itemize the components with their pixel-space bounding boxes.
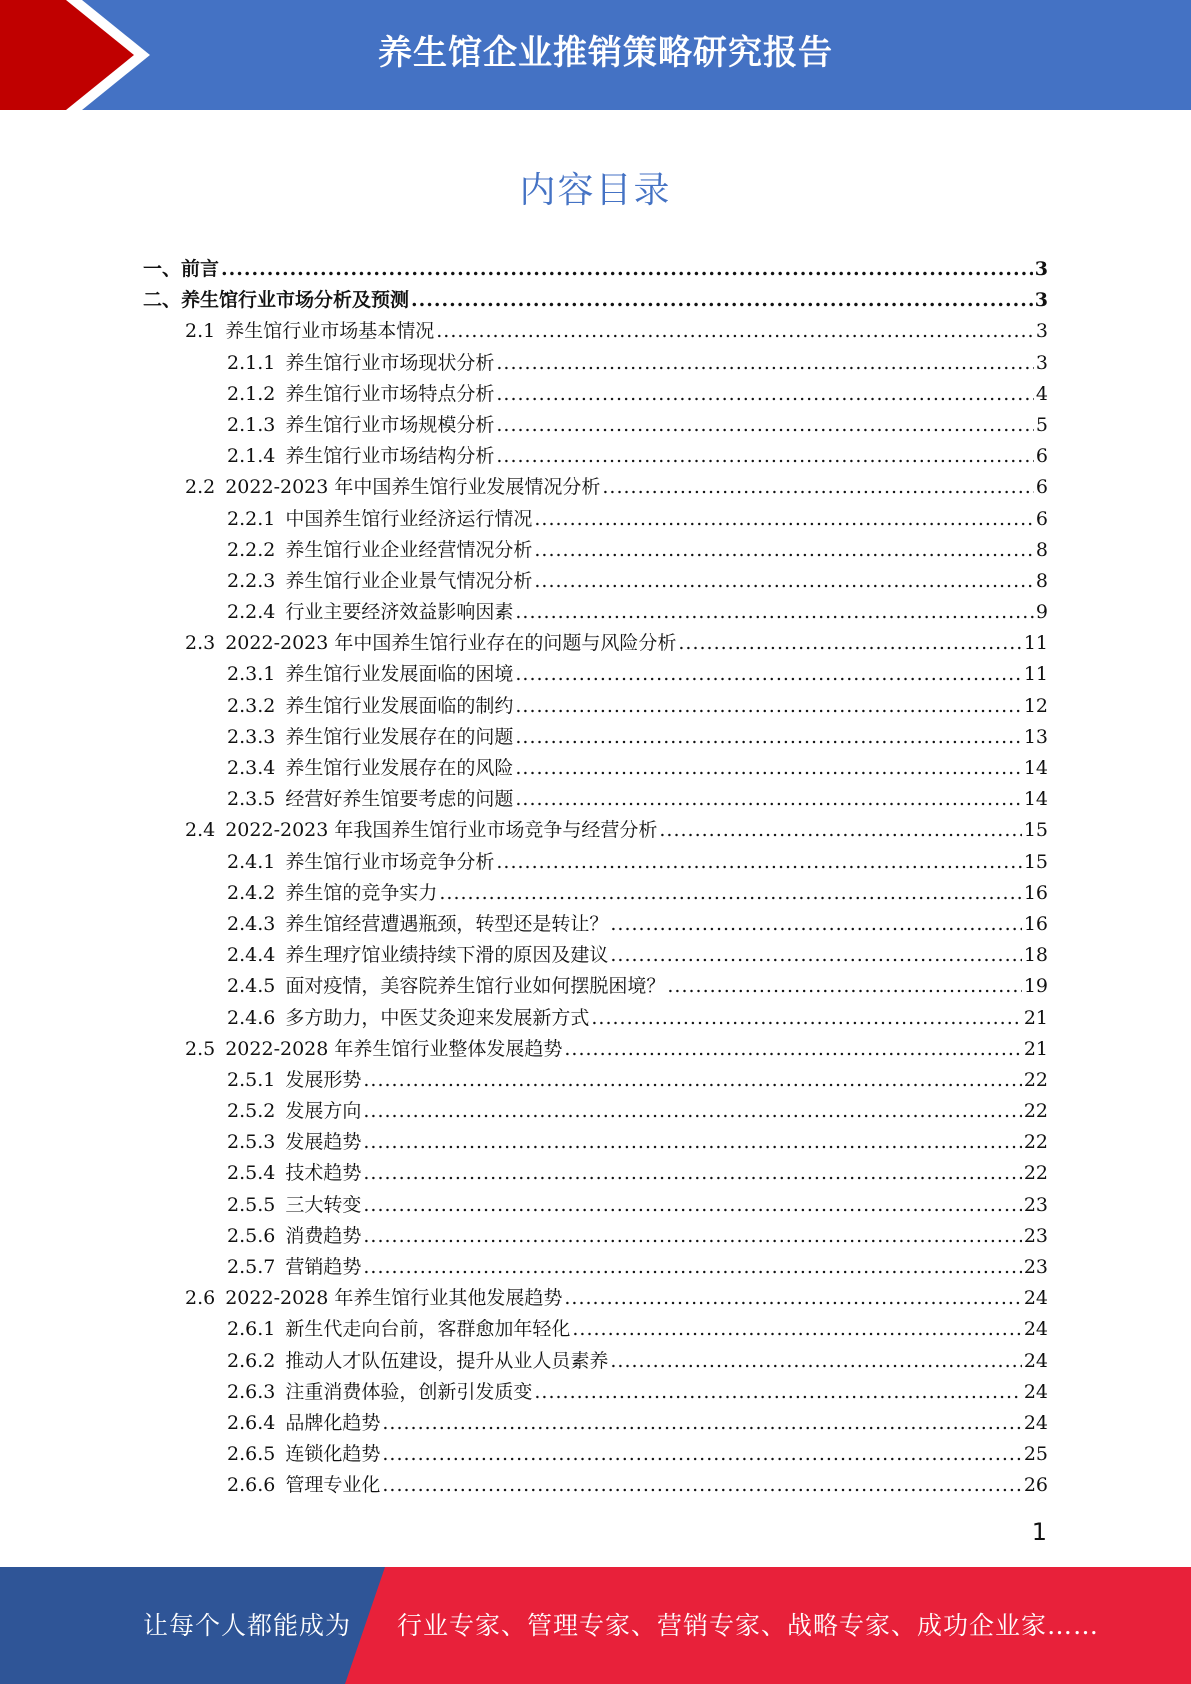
toc-entry-page: 24: [1023, 1318, 1048, 1341]
toc-entry-page: 22: [1023, 1131, 1048, 1154]
toc-entry[interactable]: [143, 504, 1048, 535]
toc-entry-page: 14: [1023, 788, 1048, 811]
toc-entry-title: 多方助力，中医艾灸迎来发展新方式: [285, 1006, 590, 1029]
toc-entry-title: 技术趋势: [285, 1162, 362, 1185]
toc-entry[interactable]: [143, 1439, 1048, 1470]
toc-entry-title: 中国养生馆行业经济运行情况: [285, 507, 533, 530]
toc-entry[interactable]: [143, 1346, 1048, 1377]
toc-entry-page: 23: [1023, 1256, 1048, 1278]
toc-dot-leader: [363, 1127, 1021, 1158]
toc-entry-title: 养生馆行业企业经营情况分析: [285, 538, 533, 561]
toc-entry-page: 6: [1035, 476, 1048, 499]
toc-entry-number: 2.4.6: [227, 1006, 276, 1029]
toc-entry-page: 15: [1023, 819, 1048, 842]
toc-entry-number: 2.2.2: [227, 538, 276, 561]
page-number: 1: [1031, 1518, 1047, 1546]
toc-entry-page: 3: [1035, 351, 1048, 374]
toc-dot-leader: [678, 628, 1021, 659]
report-title: 养生馆企业推销策略研究报告: [378, 33, 833, 73]
footer-band: [0, 1567, 1191, 1684]
toc-entry-title: 养生馆行业市场规模分析: [285, 413, 495, 436]
toc-entry-title: 经营好养生馆要考虑的问题: [285, 788, 514, 811]
toc-entry-number: 2.4.4: [227, 944, 276, 967]
toc-dot-leader: [496, 441, 1034, 472]
toc-dot-leader: [534, 566, 1034, 597]
toc-entry-title: 养生馆行业发展存在的问题: [285, 725, 514, 748]
toc-entry-page: 12: [1023, 694, 1048, 717]
toc-entry-number: 2.5.5: [227, 1193, 276, 1216]
toc-entry-number: 2.1.1: [227, 351, 276, 374]
toc-dot-leader: [221, 254, 1033, 285]
toc-entry-number: 2.2.1: [227, 507, 276, 530]
toc-entry-title: 连锁化趋势: [285, 1443, 381, 1466]
toc-entry-number: 2.6.5: [227, 1443, 276, 1466]
toc-entry-page: 23: [1023, 1224, 1048, 1247]
toc-entry[interactable]: [143, 1003, 1048, 1034]
toc-entry-page: 3: [1034, 258, 1048, 280]
toc-entry-number: 2.4: [185, 819, 216, 842]
toc-entry-page: 19: [1023, 975, 1048, 998]
toc-entry-number: 2.1.3: [227, 413, 276, 436]
toc-entry-title: 养生馆行业市场特点分析: [285, 382, 495, 405]
toc-dot-leader: [534, 535, 1034, 566]
toc-entry-title: 养生馆的竞争实力: [285, 881, 438, 904]
toc-entry-title: 面对疫情，美容院养生馆行业如何摆脱困境？: [285, 975, 666, 998]
toc-entry-title: 养生馆行业市场基本情况: [225, 320, 435, 343]
toc-entry[interactable]: [143, 1470, 1048, 1501]
toc-entry-number: 2.2.3: [227, 569, 276, 592]
toc-entry-title: 养生馆行业市场现状分析: [285, 351, 495, 374]
toc-entry[interactable]: [143, 909, 1048, 940]
toc-entry-page: 22: [1023, 1162, 1048, 1185]
toc-entry-page: 24: [1023, 1380, 1048, 1403]
toc-dot-leader: [602, 472, 1034, 503]
toc-entry-title: 发展趋势: [285, 1131, 362, 1154]
toc-entry[interactable]: [143, 285, 1048, 316]
toc-entry-page: 6: [1035, 507, 1048, 530]
toc-dot-leader: [363, 1190, 1021, 1221]
toc-entry-page: 3: [1035, 320, 1048, 343]
toc-entry-title: 注重消费体验，创新引发质变: [285, 1380, 533, 1403]
toc-dot-leader: [363, 1065, 1021, 1096]
toc-entry-number: 2.4.2: [227, 881, 276, 904]
toc-dot-leader: [515, 722, 1021, 753]
toc-dot-leader: [382, 1470, 1021, 1501]
toc-dot-leader: [436, 316, 1034, 347]
toc-entry-title: 推动人才队伍建设，提升从业人员素养: [285, 1349, 609, 1372]
toc-entry-title: 新生代走向台前，客群愈加年轻化: [285, 1318, 571, 1341]
toc-entry-page: 16: [1023, 881, 1048, 904]
toc-entry-title: 2022-2023 年中国养生馆行业发展情况分析: [225, 476, 601, 499]
toc-entry[interactable]: [143, 815, 1048, 846]
toc-entry-page: 5: [1035, 413, 1048, 436]
toc-entry-page: 21: [1023, 1006, 1048, 1029]
toc-entry-number: 2.1.2: [227, 382, 276, 405]
toc-entry-title: 养生馆行业发展存在的风险: [285, 757, 514, 779]
toc-dot-leader: [515, 659, 1021, 690]
toc-dot-leader: [564, 1034, 1021, 1065]
toc-entry-number: 2.5: [185, 1037, 216, 1060]
toc-entry-title: 养生馆行业发展面临的制约: [285, 694, 514, 717]
toc-entry-title: 2022-2028 年养生馆行业整体发展趋势: [225, 1037, 563, 1060]
toc-entry-page: 25: [1023, 1443, 1048, 1466]
toc-entry-title: 发展方向: [285, 1100, 362, 1123]
toc-entry-page: 6: [1035, 445, 1048, 468]
toc-entry-number: 2.6: [185, 1287, 216, 1310]
toc-entry[interactable]: [143, 316, 1048, 347]
toc-entry-number: 2.5.4: [227, 1162, 276, 1185]
toc-dot-leader: [610, 1346, 1021, 1377]
toc-entry-page: 18: [1023, 944, 1048, 967]
toc-dot-leader: [515, 597, 1034, 628]
toc-entry[interactable]: [143, 535, 1048, 566]
toc-entry-title: 养生馆行业市场结构分析: [285, 445, 495, 468]
toc-entry[interactable]: [143, 1408, 1048, 1439]
toc-entry-number: 2.6.3: [227, 1380, 276, 1403]
toc-entry-number: 2.1.4: [227, 445, 276, 468]
toc-entry-page: 3: [1034, 289, 1048, 312]
toc-entry-page: 9: [1035, 601, 1048, 624]
toc-entry-title: 发展形势: [285, 1068, 362, 1091]
toc-dot-leader: [496, 348, 1034, 379]
toc-entry[interactable]: [143, 1314, 1048, 1345]
header-band: [0, 0, 1191, 110]
toc-entry-page: 16: [1023, 912, 1048, 935]
toc-dot-leader: [363, 1096, 1021, 1127]
footer-slogan-right: 行业专家、管理专家、营销专家、战略专家、成功企业家……: [397, 1611, 1100, 1640]
toc-entry[interactable]: [143, 971, 1048, 1002]
toc-entry-number: 2.3.2: [227, 694, 276, 717]
toc-dot-leader: [515, 691, 1021, 722]
toc-entry[interactable]: [143, 1096, 1048, 1127]
toc-entry-title: 养生馆经营遭遇瓶颈，转型还是转让？: [285, 912, 609, 935]
table-of-contents: [143, 254, 1048, 1502]
toc-entry-page: 8: [1035, 569, 1048, 592]
toc-entry[interactable]: [143, 1221, 1048, 1252]
toc-entry-title: 养生馆行业发展面临的困境: [285, 663, 514, 686]
toc-entry[interactable]: [143, 472, 1048, 503]
toc-entry[interactable]: [143, 628, 1048, 659]
toc-dot-leader: [363, 1221, 1021, 1252]
toc-entry[interactable]: [143, 566, 1048, 597]
toc-dot-leader: [382, 1439, 1021, 1470]
toc-dot-leader: [572, 1314, 1021, 1345]
toc-dot-leader: [411, 285, 1033, 316]
toc-entry-title: 消费趋势: [285, 1224, 362, 1247]
toc-entry-number: 2.4.3: [227, 912, 276, 935]
toc-dot-leader: [382, 1408, 1021, 1439]
toc-entry-number: 2.5.1: [227, 1068, 276, 1091]
toc-entry-page: 15: [1023, 850, 1048, 873]
toc-entry-number: 2.5.2: [227, 1100, 276, 1123]
toc-entry-number: 2.2.4: [227, 601, 276, 624]
toc-entry[interactable]: [143, 348, 1048, 379]
toc-entry[interactable]: [143, 1252, 1048, 1283]
toc-entry-number: 2.3: [185, 632, 216, 655]
toc-entry-page: 14: [1023, 757, 1048, 779]
toc-dot-leader: [515, 753, 1021, 784]
toc-entry[interactable]: [143, 441, 1048, 472]
toc-dot-leader: [534, 1377, 1021, 1408]
toc-entry-number: 2.6.1: [227, 1318, 276, 1341]
toc-entry[interactable]: [143, 722, 1048, 753]
toc-entry-page: 4: [1035, 382, 1048, 405]
toc-entry-number: 2.5.7: [227, 1256, 276, 1278]
toc-entry-page: 13: [1023, 725, 1048, 748]
toc-entry-title: 2022-2028 年养生馆行业其他发展趋势: [225, 1287, 563, 1310]
toc-dot-leader: [496, 410, 1034, 441]
toc-dot-leader: [363, 1252, 1021, 1283]
toc-entry[interactable]: [143, 1158, 1048, 1189]
toc-entry-number: 2.1: [185, 320, 216, 343]
toc-entry[interactable]: [143, 1034, 1048, 1065]
toc-entry[interactable]: [143, 597, 1048, 628]
toc-entry-number: 2.6.4: [227, 1411, 276, 1434]
toc-entry-page: 21: [1023, 1037, 1048, 1060]
toc-entry[interactable]: [143, 847, 1048, 878]
toc-entry-title: 品牌化趋势: [285, 1411, 381, 1434]
toc-entry-number: 2.6.2: [227, 1349, 276, 1372]
toc-entry-page: 26: [1023, 1474, 1048, 1497]
footer-slogan-left: 让每个人都能成为: [143, 1611, 352, 1640]
toc-entry[interactable]: [143, 1127, 1048, 1158]
toc-entry[interactable]: [143, 254, 1048, 285]
toc-dot-leader: [439, 878, 1021, 909]
toc-entry-title: 营销趋势: [285, 1256, 362, 1278]
toc-entry-page: 11: [1023, 663, 1048, 686]
toc-entry[interactable]: [143, 410, 1048, 441]
toc-dot-leader: [610, 909, 1021, 940]
toc-dot-leader: [515, 784, 1021, 815]
toc-entry-page: 22: [1023, 1100, 1048, 1123]
toc-dot-leader: [496, 379, 1034, 410]
toc-entry-title: 三大转变: [285, 1193, 362, 1216]
toc-entry-number: 2.5.3: [227, 1131, 276, 1154]
toc-entry-page: 8: [1035, 538, 1048, 561]
toc-entry[interactable]: [143, 1065, 1048, 1096]
toc-entry-title: 2022-2023 年我国养生馆行业市场竞争与经营分析: [225, 819, 658, 842]
toc-dot-leader: [659, 815, 1021, 846]
toc-entry[interactable]: [143, 784, 1048, 815]
toc-entry[interactable]: [143, 753, 1048, 784]
toc-entry-number: 2.3.1: [227, 663, 276, 686]
toc-dot-leader: [610, 940, 1021, 971]
toc-heading: 内容目录: [519, 170, 672, 211]
toc-entry-number: 2.3.3: [227, 725, 276, 748]
toc-entry-number: 2.4.5: [227, 975, 276, 998]
toc-entry-title: 养生馆行业市场分析及预测: [181, 289, 410, 312]
toc-entry[interactable]: [143, 1377, 1048, 1408]
toc-dot-leader: [534, 504, 1034, 535]
toc-entry-number: 2.4.1: [227, 850, 276, 873]
toc-dot-leader: [564, 1283, 1021, 1314]
toc-entry-number: 2.6.6: [227, 1474, 276, 1497]
toc-dot-leader: [363, 1158, 1021, 1189]
toc-dot-leader: [591, 1003, 1021, 1034]
toc-entry[interactable]: [143, 691, 1048, 722]
toc-entry[interactable]: [143, 1190, 1048, 1221]
toc-entry-number: 一、: [143, 258, 182, 280]
toc-entry-title: 行业主要经济效益影响因素: [285, 601, 514, 624]
toc-entry-page: 22: [1023, 1068, 1048, 1091]
toc-entry-title: 养生馆行业市场竞争分析: [285, 850, 495, 873]
toc-entry-number: 2.5.6: [227, 1224, 276, 1247]
toc-entry-page: 24: [1023, 1411, 1048, 1434]
toc-entry[interactable]: [143, 878, 1048, 909]
toc-entry-title: 2022-2023 年中国养生馆行业存在的问题与风险分析: [225, 632, 677, 655]
toc-entry-title: 管理专业化: [285, 1474, 381, 1497]
toc-entry-number: 2.3.5: [227, 788, 276, 811]
toc-entry[interactable]: [143, 940, 1048, 971]
toc-entry-title: 养生理疗馆业绩持续下滑的原因及建议: [285, 944, 609, 967]
toc-entry-page: 24: [1023, 1287, 1048, 1310]
toc-dot-leader: [496, 847, 1021, 878]
toc-entry-page: 11: [1023, 632, 1048, 655]
toc-dot-leader: [667, 971, 1021, 1002]
toc-entry-page: 24: [1023, 1349, 1048, 1372]
toc-entry-number: 2.3.4: [227, 757, 276, 779]
toc-entry-title: 前言: [181, 258, 220, 280]
toc-entry-number: 2.2: [185, 476, 216, 499]
toc-entry-title: 养生馆行业企业景气情况分析: [285, 569, 533, 592]
toc-entry[interactable]: [143, 1283, 1048, 1314]
toc-entry-number: 二、: [143, 289, 182, 312]
toc-entry[interactable]: [143, 379, 1048, 410]
toc-entry[interactable]: [143, 659, 1048, 690]
toc-entry-page: 23: [1023, 1193, 1048, 1216]
